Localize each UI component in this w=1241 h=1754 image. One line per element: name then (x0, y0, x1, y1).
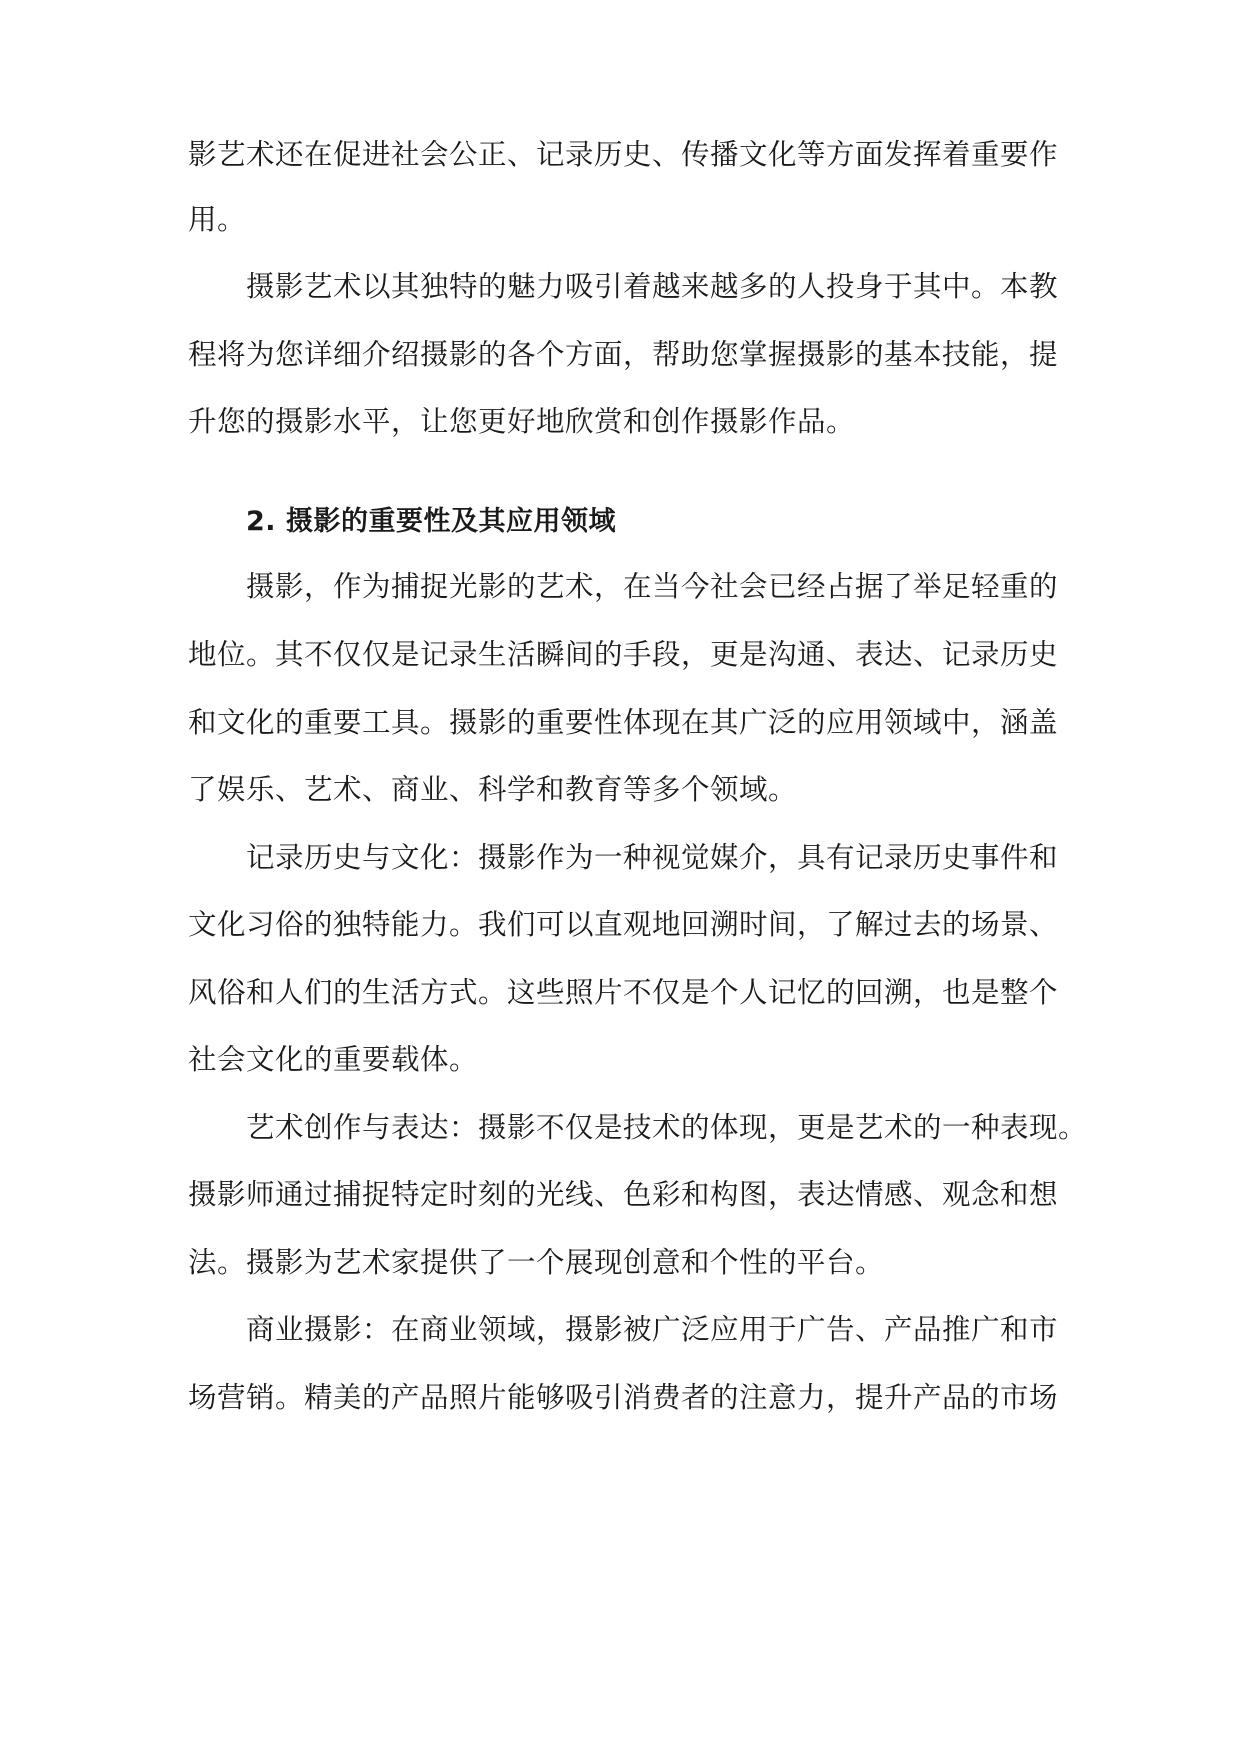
paragraph-line: 和文化的重要工具。摄影的重要性体现在其广泛的应用领域中，涵盖 (188, 706, 1059, 739)
paragraph-line: 了娱乐、艺术、商业、科学和教育等多个领域。 (188, 773, 798, 806)
paragraph-line: 记录历史与文化：摄影作为一种视觉媒介，具有记录历史事件和 (246, 841, 1059, 874)
paragraph-line: 程将为您详细介绍摄影的各个方面，帮助您掌握摄影的基本技能，提 (188, 338, 1059, 371)
paragraph-line: 摄影师通过捕捉特定时刻的光线、色彩和构图，表达情感、观念和想 (188, 1178, 1059, 1211)
paragraph-line: 法。摄影为艺术家提供了一个展现创意和个性的平台。 (188, 1246, 885, 1279)
paragraph-line: 艺术创作与表达：摄影不仅是技术的体现，更是艺术的一种表现。 (246, 1111, 1088, 1144)
paragraph-line: 社会文化的重要载体。 (188, 1043, 479, 1076)
paragraph-line: 影艺术还在促进社会公正、记录历史、传播文化等方面发挥着重要作 (188, 138, 1059, 171)
paragraph-line: 用。 (188, 203, 247, 236)
paragraph-line: 风俗和人们的生活方式。这些照片不仅是个人记忆的回溯，也是整个 (188, 976, 1059, 1009)
paragraph-line: 升您的摄影水平，让您更好地欣赏和创作摄影作品。 (188, 405, 856, 438)
section-heading: 2. 摄影的重要性及其应用领域 (246, 506, 616, 537)
paragraph-line: 文化习俗的独特能力。我们可以直观地回溯时间，了解过去的场景、 (188, 908, 1059, 941)
paragraph-line: 场营销。精美的产品照片能够吸引消费者的注意力，提升产品的市场 (188, 1381, 1059, 1414)
paragraph-line: 摄影艺术以其独特的魅力吸引着越来越多的人投身于其中。本教 (246, 270, 1059, 303)
paragraph-line: 摄影，作为捕捉光影的艺术，在当今社会已经占据了举足轻重的 (246, 570, 1059, 603)
paragraph-line: 商业摄影：在商业领域，摄影被广泛应用于广告、产品推广和市 (246, 1313, 1059, 1346)
paragraph-line: 地位。其不仅仅是记录生活瞬间的手段，更是沟通、表达、记录历史 (188, 638, 1059, 671)
